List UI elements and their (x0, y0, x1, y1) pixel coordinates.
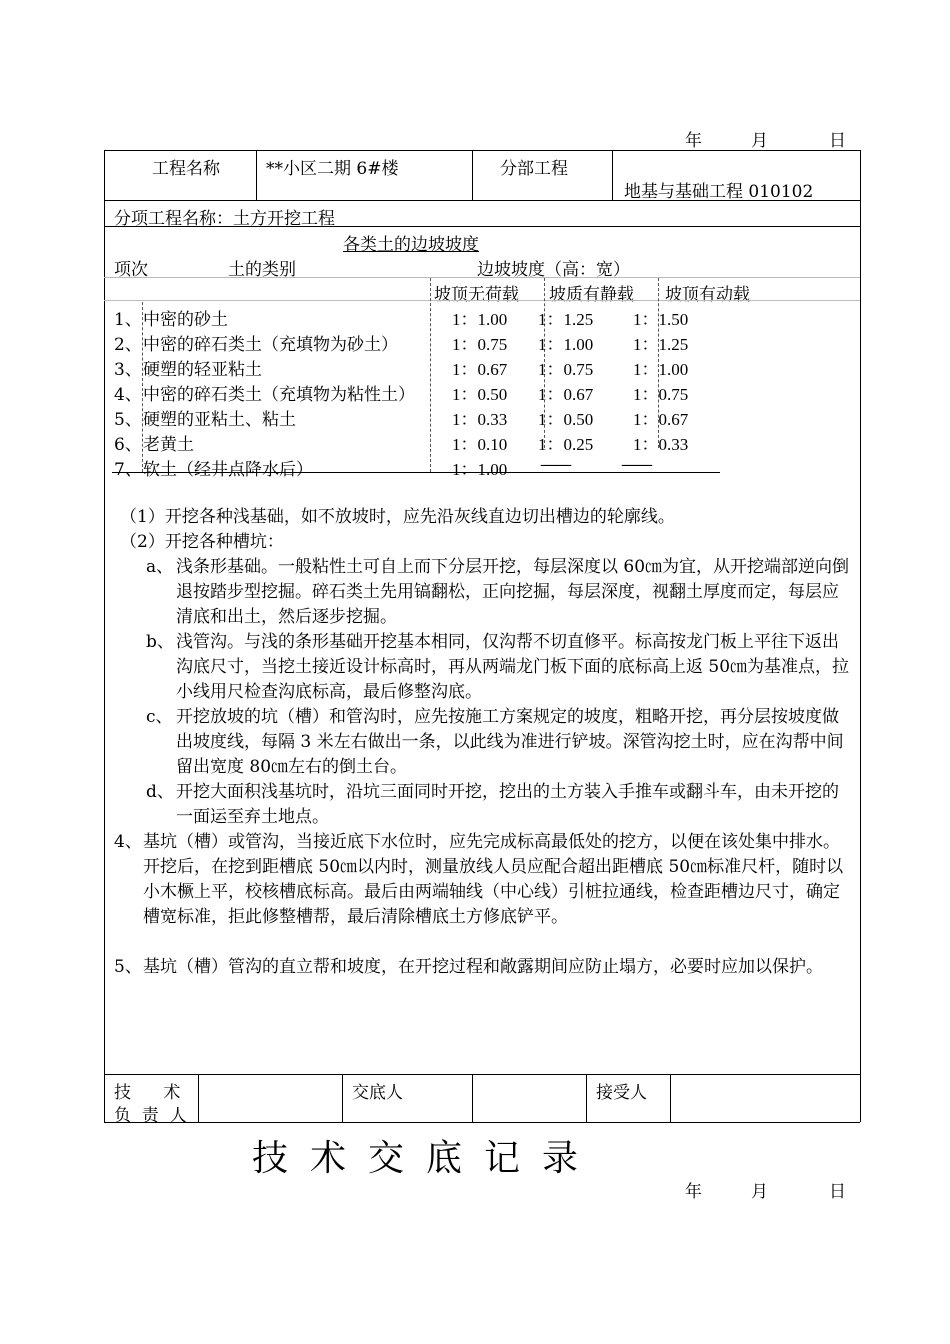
para-2: （2）开挖各种槽坑： (120, 532, 284, 552)
item-4-text: 基坑（槽）或管沟，当接近底下水位时，应先完成标高最低处的挖方，以便在该处集中排水。开挖后，在挖到距槽底 50㎝以内时，测量放线人员应配合超出距槽底 50㎝标准尺杆，随时以小木橛上平，校核槽底标高。最后由两端轴线（中心线）引桩拉通线，检查距槽边尺寸，确定槽宽标准，拒此修整槽帮，最后清除槽底土方修底铲平。 (143, 832, 844, 927)
row-soil: 软土（经井点降水后） (143, 460, 313, 480)
row-v3: 1：0.33 (633, 435, 689, 454)
row-v2: 1：0.67 (538, 385, 594, 404)
row-no: 4、 (114, 385, 142, 405)
item-d-text: 开挖大面积浅基坑时，沿坑三面同时开挖，挖出的土方装入手推车或翻斗车，由未开挖的一面运至弃土地点。 (176, 782, 839, 827)
date-day: 日 (829, 131, 846, 151)
item-c-label: c、 (146, 707, 173, 727)
row-soil: 中密的砂土 (143, 310, 228, 330)
col-slope: 边坡坡度（高：宽） (477, 260, 630, 280)
item-b-label: b、 (146, 632, 174, 652)
row-no: 2、 (114, 335, 142, 355)
row-soil: 老黄土 (143, 435, 194, 455)
project-name-label: 工程名称 (152, 159, 220, 179)
sub-header-1: 坡顶无荷载 (434, 285, 519, 305)
item-d-label: d、 (146, 782, 174, 802)
col-item: 项次 (114, 260, 148, 280)
row-v3: 1：0.67 (633, 410, 689, 429)
subitem-name: 分项工程名称：土方开挖工程 (114, 209, 335, 229)
sub-header-3: 坡顶有动载 (665, 285, 750, 305)
page-title: 技术交底记录 (252, 1138, 601, 1179)
item-b-text: 浅管沟。与浅的条形基础开挖基本相同，仅沟帮不切直修平。标高按龙门板上平往下返出沟底尺寸，当挖土接近设计标高时，再从两端龙门板下面的底标高上返 50㎝为基准点，拉小线用尺检查沟底标高，最后修整沟底。 (176, 632, 850, 702)
item-a-text: 浅条形基础。一般粘性土可自上而下分层开挖，每层深度以 60㎝为宜，从开挖端部逆向倒退按踏步型挖掘。碎石类土先用镐翻松，正向挖掘，每层深度，视翻土厚度而定，每层应清底和出土，然后逐步挖掘。 (176, 557, 850, 627)
row-v2: 1：0.25 (538, 435, 594, 454)
row-v2: 1：1.25 (538, 310, 594, 329)
row-v2: 1：0.50 (538, 410, 594, 429)
item-c-text: 开挖放坡的坑（槽）和管沟时，应先按施工方案规定的坡度，粗略开挖，再分层按坡度做出坡度线，每隔 3 米左右做出一条，以此线为准进行铲坡。深管沟挖土时，应在沟帮中间留出宽度 80㎝左右的倒土台。 (176, 707, 844, 777)
row-v1: 1：0.75 (452, 335, 508, 354)
row-v3: 1：1.00 (633, 360, 689, 379)
discloser-label: 交底人 (352, 1083, 403, 1103)
row-v3: 1：1.50 (633, 310, 689, 329)
tech-lead-label-2: 负 责 人 (114, 1106, 187, 1126)
row-v3: 1：1.25 (633, 335, 689, 354)
date-day: 日 (829, 1182, 846, 1202)
date-year: 年 (685, 1182, 702, 1202)
row-v2: —— (540, 455, 570, 475)
date-year: 年 (685, 131, 702, 151)
division-value: 地基与基础工程 010102 (624, 182, 814, 202)
row-no: 6、 (114, 435, 142, 455)
slope-table-title: 各类土的边坡坡度 (343, 235, 479, 255)
project-name-value: **小区二期 6#楼 (266, 159, 399, 179)
row-soil: 中密的碎石类土（充填物为粘性土） (143, 385, 415, 405)
sub-header-2: 坡质有静载 (549, 285, 634, 305)
date-month: 月 (751, 131, 768, 151)
row-soil: 硬塑的轻亚粘土 (143, 360, 262, 380)
para-1: （1）开挖各种浅基础，如不放坡时，应先沿灰线直边切出槽边的轮廓线。 (120, 507, 675, 527)
item-5-text: 基坑（槽）管沟的直立帮和坡度，在开挖过程和敞露期间应防止塌方，必要时应加以保护。 (143, 957, 823, 977)
row-v1: 1：1.00 (452, 310, 508, 329)
row-no: 7、 (114, 460, 142, 480)
row-v1: 1：0.67 (452, 360, 508, 379)
receiver-label: 接受人 (596, 1083, 647, 1103)
row-v1: 1：0.50 (452, 385, 508, 404)
col-soil: 土的类别 (228, 260, 296, 280)
row-no: 3、 (114, 360, 142, 380)
row-no: 5、 (114, 410, 142, 430)
row-soil: 硬塑的亚粘土、粘土 (143, 410, 296, 430)
row-no: 1、 (114, 310, 142, 330)
row-v1: 1：0.33 (452, 410, 508, 429)
row-soil: 中密的碎石类土（充填物为砂土） (143, 335, 398, 355)
item-a-label: a、 (146, 557, 174, 577)
item-5-label: 5、 (114, 957, 142, 977)
division-label: 分部工程 (500, 159, 568, 179)
date-month: 月 (751, 1182, 768, 1202)
item-4-label: 4、 (114, 832, 142, 852)
row-v1: 1：0.10 (452, 435, 508, 454)
row-v3: 1：0.75 (633, 385, 689, 404)
row-v3: —— (621, 455, 651, 475)
row-v1: 1：1.00 (452, 460, 508, 479)
tech-lead-label-1: 技 术 (114, 1083, 181, 1103)
row-v2: 1：1.00 (538, 335, 594, 354)
row-v2: 1：0.75 (538, 360, 594, 379)
